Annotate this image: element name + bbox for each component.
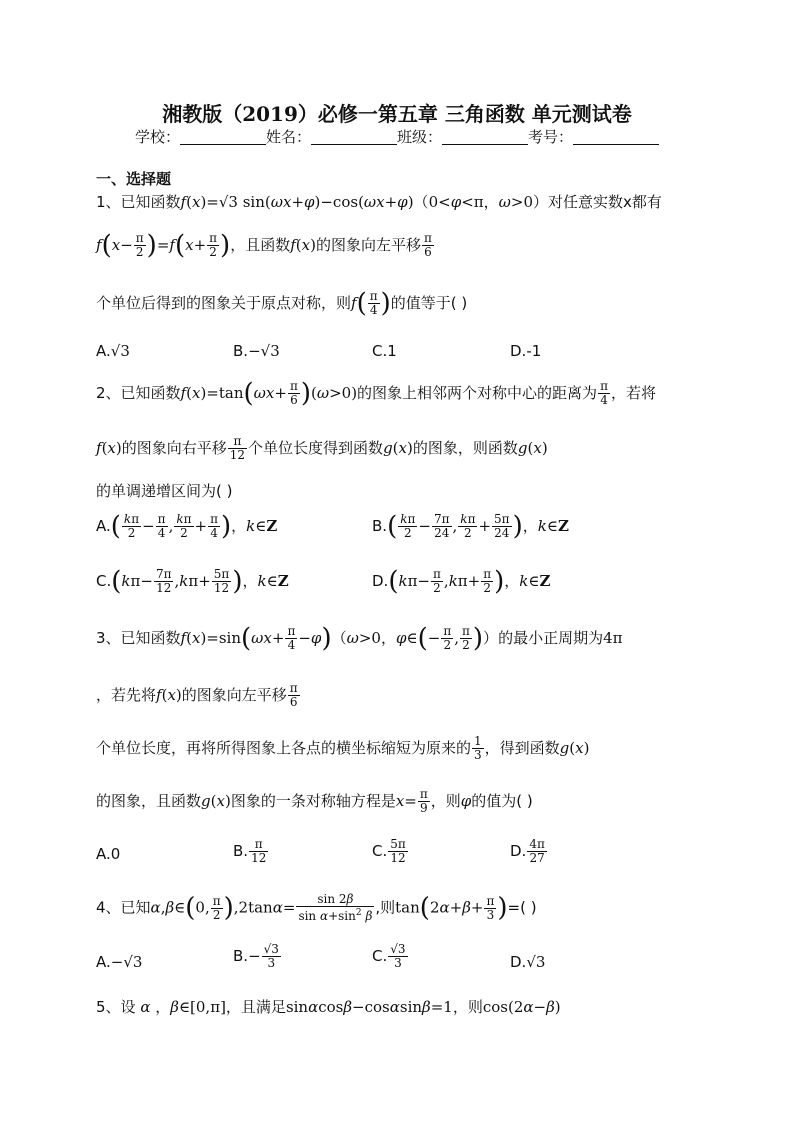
class-blank[interactable]	[442, 130, 528, 145]
q3-line3: 个单位长度，再将所得图象上各点的横坐标缩短为原来的 $\frac{1}{3}$ ，得到函数g(x)	[96, 734, 590, 762]
student-info-row	[0, 126, 794, 147]
q4-line1: 4、已知α,β∈(0, $\frac{\pi}{2}$ ),2tanα= $\frac{\sin 2\beta}{\sin \alpha+\sin^2 \beta}$ ,则tan(2α+β+ $\frac{\pi}{3}$ )=( )	[96, 892, 537, 923]
q1-option-d[interactable]: D.-1	[510, 342, 542, 360]
q1-line2: f(x− $\frac{\pi}{2}$ )=f(x+ $\frac{\pi}{2}$ )，且函数f(x)的图象向左平移 $\frac{\pi}{6}$	[96, 230, 432, 261]
q2-option-a[interactable]: A.( $\frac{k\pi}{2}$ − $\frac{\pi}{4}$ , $\frac{k\pi}{2}$ + $\frac{\pi}{4}$ )，k∈Z	[96, 511, 278, 542]
school-label: 学校：	[134, 128, 180, 146]
q1-option-c[interactable]: C.1	[372, 342, 397, 360]
q2-option-c[interactable]: C.(kπ− $\frac{7\pi}{12}$ ,kπ+ $\frac{5\pi}{12}$ )，k∈Z	[96, 566, 289, 597]
q3-option-c[interactable]: C. $\frac{5\pi}{12}$	[372, 837, 406, 865]
q4-option-b[interactable]: B.− $\frac{√3}{3}$	[233, 942, 279, 970]
q4-option-c[interactable]: C. $\frac{√3}{3}$	[372, 942, 406, 970]
class-label: 班级：	[397, 128, 443, 146]
q1-line3: 个单位后得到的图象关于原点对称，则f( $\frac{\pi}{4}$ )的值等于( )	[96, 288, 468, 319]
q2-line1: 2、已知函数f(x)=tan(ωx+ $\frac{\pi}{6}$ )(ω>0)的图象上相邻两个对称中心的距离为 $\frac{\pi}{4}$ ，若将	[96, 378, 656, 409]
number-blank[interactable]	[573, 130, 659, 145]
q3-line1: 3、已知函数f(x)=sin(ωx+ $\frac{\pi}{4}$ −φ)（ω>0，φ∈(− $\frac{\pi}{2}$ , $\frac{\pi}{2}$ )）的最小正周期为4π	[96, 623, 623, 654]
q2-line2: f(x)的图象向右平移 $\frac{\pi}{12}$ 个单位长度得到函数g(x)的图象，则函数g(x)	[96, 434, 548, 462]
q4-option-d[interactable]: D.√3	[510, 953, 546, 971]
q3-option-b[interactable]: B. $\frac{\pi}{12}$	[233, 837, 267, 865]
q3-option-a[interactable]: A.0	[96, 845, 121, 863]
name-blank[interactable]	[311, 130, 397, 145]
q3-line4: 的图象，且函数g(x)图象的一条对称轴方程是x= $\frac{\pi}{9}$ ，则φ的值为( )	[96, 787, 533, 815]
q4-option-a[interactable]: A.−√3	[96, 953, 143, 971]
q1-option-a[interactable]: A.√3	[96, 342, 130, 360]
q3-option-d[interactable]: D. $\frac{4\pi}{27}$	[510, 837, 545, 865]
section-heading: 一、选择题	[96, 170, 172, 188]
school-blank[interactable]	[180, 130, 266, 145]
q1-line1: 1、已知函数f(x)=√3 sin(ωx+φ)−cos(ωx+φ)（0<φ<π，ω>0）对任意实数x都有	[96, 193, 662, 211]
q3-line2: ，若先将f(x)的图象向左平移 $\frac{\pi}{6}$	[96, 681, 298, 709]
page-title: 湘教版（2019）必修一第五章 三角函数 单元测试卷	[162, 102, 632, 126]
q2-option-b[interactable]: B.( $\frac{k\pi}{2}$ − $\frac{7\pi}{24}$ , $\frac{k\pi}{2}$ + $\frac{5\pi}{24}$ )，k∈Z	[372, 511, 569, 542]
q2-option-d[interactable]: D.(kπ− $\frac{\pi}{2}$ ,kπ+ $\frac{\pi}{2}$ )，k∈Z	[372, 566, 551, 597]
name-label: 姓名：	[265, 128, 311, 146]
q2-line3: 的单调递增区间为( )	[96, 482, 233, 500]
q5-line1: 5、设 α ，β∈[0,π]，且满足sinαcosβ−cosαsinβ=1，则cos(2α−β)	[96, 998, 561, 1016]
q1-option-b[interactable]: B.−√3	[233, 342, 280, 360]
number-label: 考号：	[528, 128, 574, 146]
